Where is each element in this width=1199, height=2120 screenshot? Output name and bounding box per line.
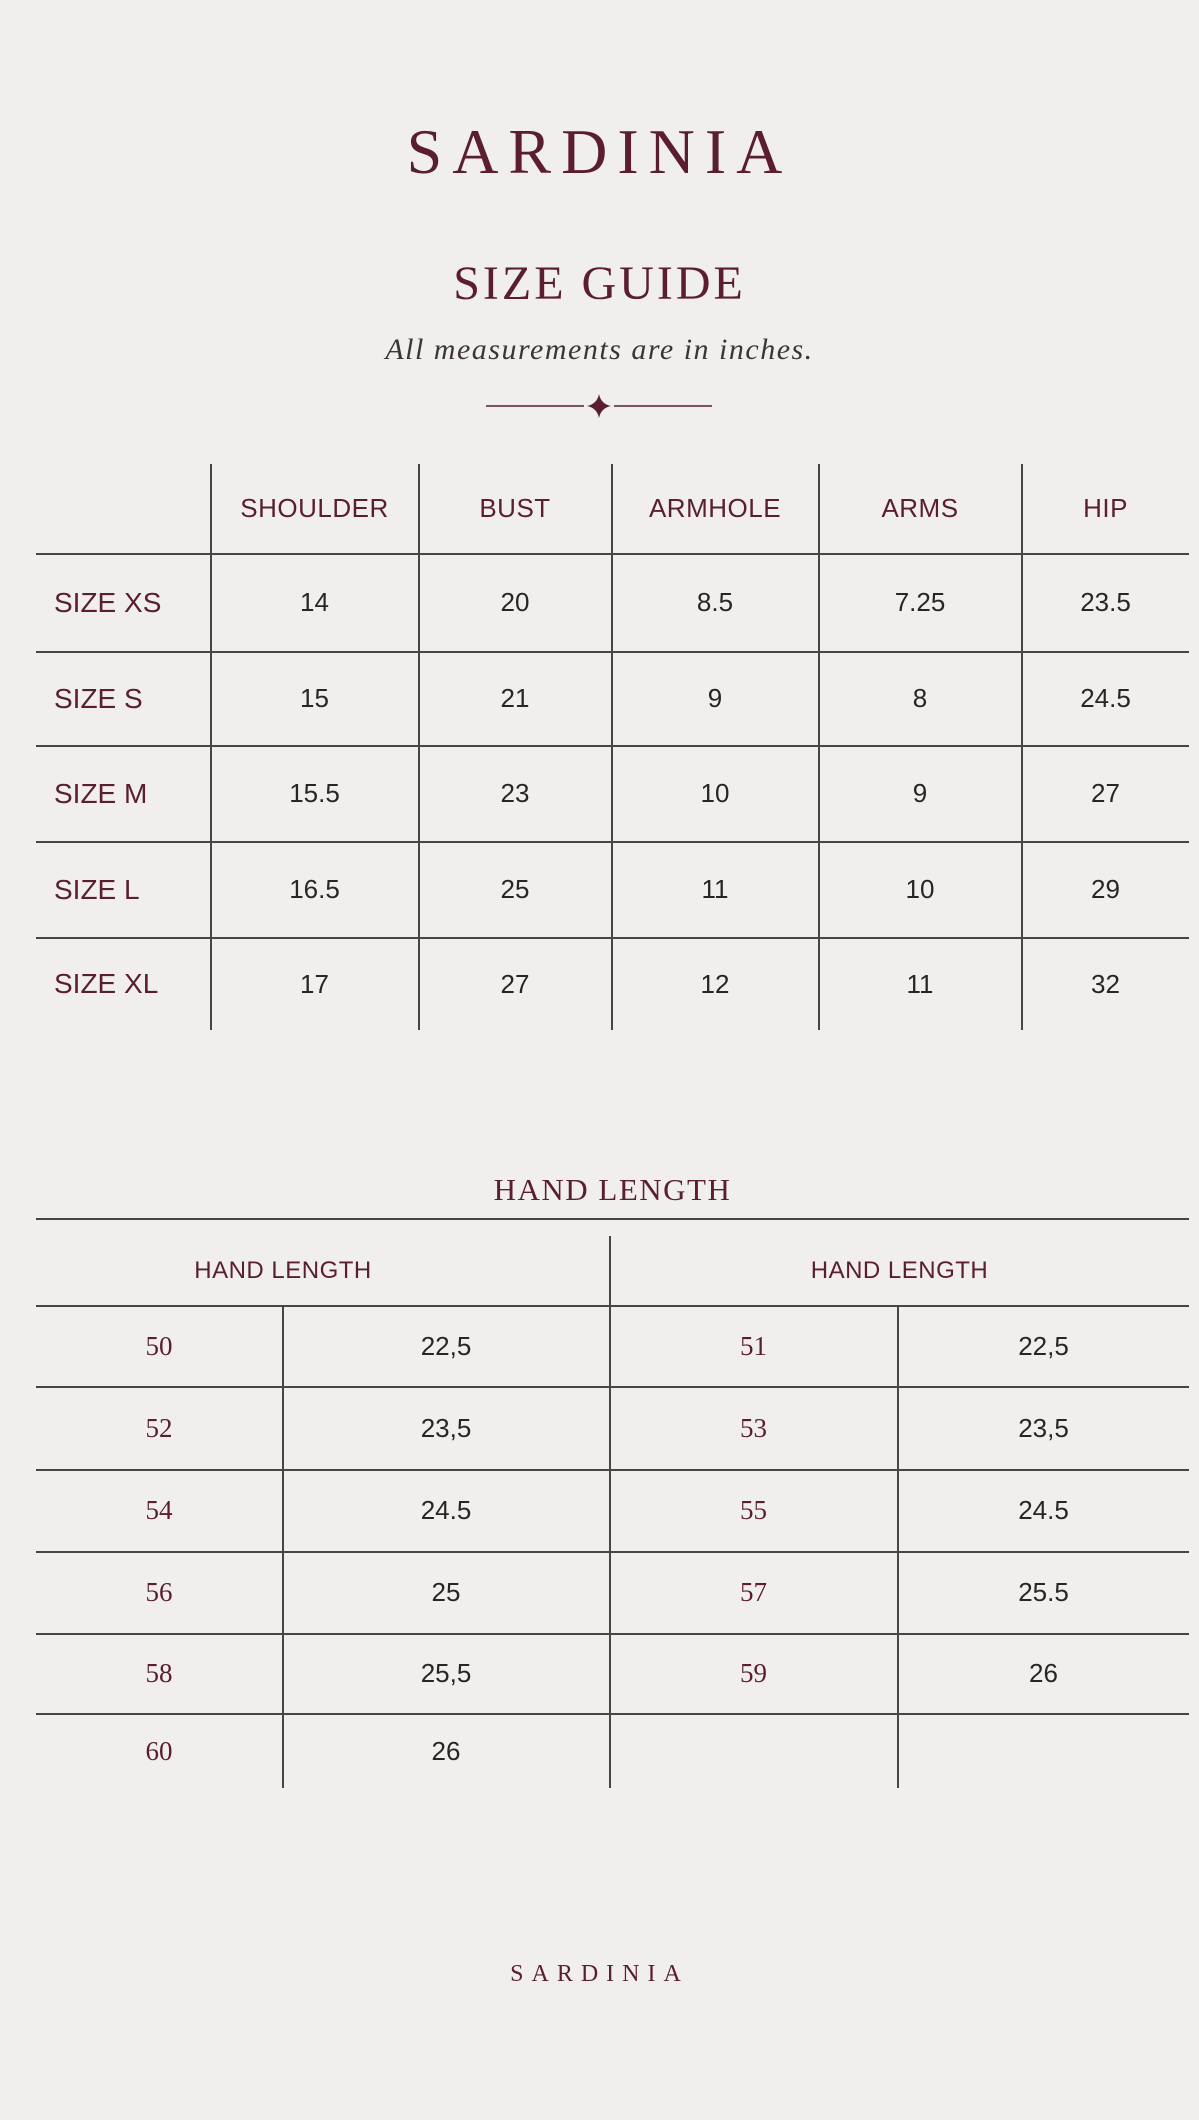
size-table xyxy=(36,464,1189,1030)
table-cell: 59 xyxy=(740,1658,767,1688)
table-cell: 22,5 xyxy=(420,1330,472,1361)
table-cell: 22,5 xyxy=(1018,1330,1069,1361)
table-cell: 9 xyxy=(912,778,928,808)
divider-ornament-icon xyxy=(484,391,714,421)
column-header-shoulder: SHOULDER xyxy=(240,493,389,523)
table-cell: 17 xyxy=(300,968,329,999)
table-cell: 23.5 xyxy=(1080,587,1131,617)
table-cell: 23,5 xyxy=(420,1412,472,1443)
table-cell: 21 xyxy=(500,683,530,713)
table-cell: 10 xyxy=(905,874,935,904)
table-cell: 24.5 xyxy=(1018,1495,1069,1525)
table-cell: 27 xyxy=(500,968,530,999)
page-subtitle: All measurements are in inches. xyxy=(385,333,814,366)
table-cell: 55 xyxy=(740,1495,767,1525)
table-cell: 11 xyxy=(701,874,729,904)
table-cell: 15 xyxy=(300,683,329,713)
table-cell: 7.25 xyxy=(894,587,946,617)
table-cell: 52 xyxy=(145,1412,173,1443)
table-cell: 23,5 xyxy=(1018,1412,1069,1443)
page-title: SIZE GUIDE xyxy=(453,257,746,310)
table-cell: 24.5 xyxy=(420,1495,472,1525)
table-cell xyxy=(898,1714,1189,1788)
table-cell: 10 xyxy=(700,778,730,808)
table-cell: 23 xyxy=(500,778,530,808)
table-cell: 11 xyxy=(906,968,934,999)
table-cell: 32 xyxy=(1091,968,1120,999)
column-header-arms: ARMS xyxy=(881,493,959,523)
hand-length-title: HAND LENGTH xyxy=(493,1172,732,1207)
table-divider xyxy=(36,1218,1189,1220)
column-header-armhole: ARMHOLE xyxy=(648,493,782,523)
table-cell: 26 xyxy=(431,1735,461,1766)
table-cell: 12 xyxy=(700,968,730,999)
table-cell: 16.5 xyxy=(289,874,340,904)
table-cell: 25 xyxy=(500,874,530,904)
table-cell: 26 xyxy=(1029,1658,1058,1688)
table-cell: 24.5 xyxy=(1080,683,1131,713)
table-cell: 27 xyxy=(1091,778,1120,808)
row-label-size-s: SIZE S xyxy=(54,682,143,714)
hand-length-header-right: HAND LENGTH xyxy=(810,1256,989,1284)
row-label-size-xl: SIZE XL xyxy=(54,968,159,999)
hand-length-header-left: HAND LENGTH xyxy=(194,1256,372,1284)
table-cell: 15.5 xyxy=(289,778,340,808)
table-cell: 29 xyxy=(1091,874,1120,904)
table-cell: 9 xyxy=(707,683,723,713)
table-cell: 57 xyxy=(740,1577,767,1607)
table-cell: 20 xyxy=(500,587,530,617)
table-cell: 60 xyxy=(145,1735,173,1766)
table-cell: 25.5 xyxy=(1018,1577,1069,1607)
table-cell: 8 xyxy=(912,683,928,713)
column-header-bust: BUST xyxy=(479,493,551,523)
hand-length-table xyxy=(36,1218,1189,1788)
table-cell: 14 xyxy=(300,587,329,617)
table-cell: 8.5 xyxy=(696,587,734,617)
row-label-size-xs: SIZE XS xyxy=(54,586,162,618)
column-header-hip: HIP xyxy=(1083,493,1128,523)
row-label-size-l: SIZE L xyxy=(54,873,140,905)
table-cell: 56 xyxy=(145,1577,173,1607)
footer-brand: SARDINIA xyxy=(510,1961,689,1987)
table-cell: 54 xyxy=(145,1495,173,1525)
table-cell: 51 xyxy=(740,1330,767,1361)
brand-logo: SARDINIA xyxy=(406,116,793,187)
table-cell: 53 xyxy=(740,1412,767,1443)
table-cell: 50 xyxy=(145,1330,173,1361)
table-cell: 25,5 xyxy=(420,1658,472,1688)
table-cell xyxy=(610,1714,897,1788)
table-cell: 25 xyxy=(431,1577,461,1607)
row-label-size-m: SIZE M xyxy=(54,777,148,809)
table-cell: 58 xyxy=(145,1658,173,1688)
